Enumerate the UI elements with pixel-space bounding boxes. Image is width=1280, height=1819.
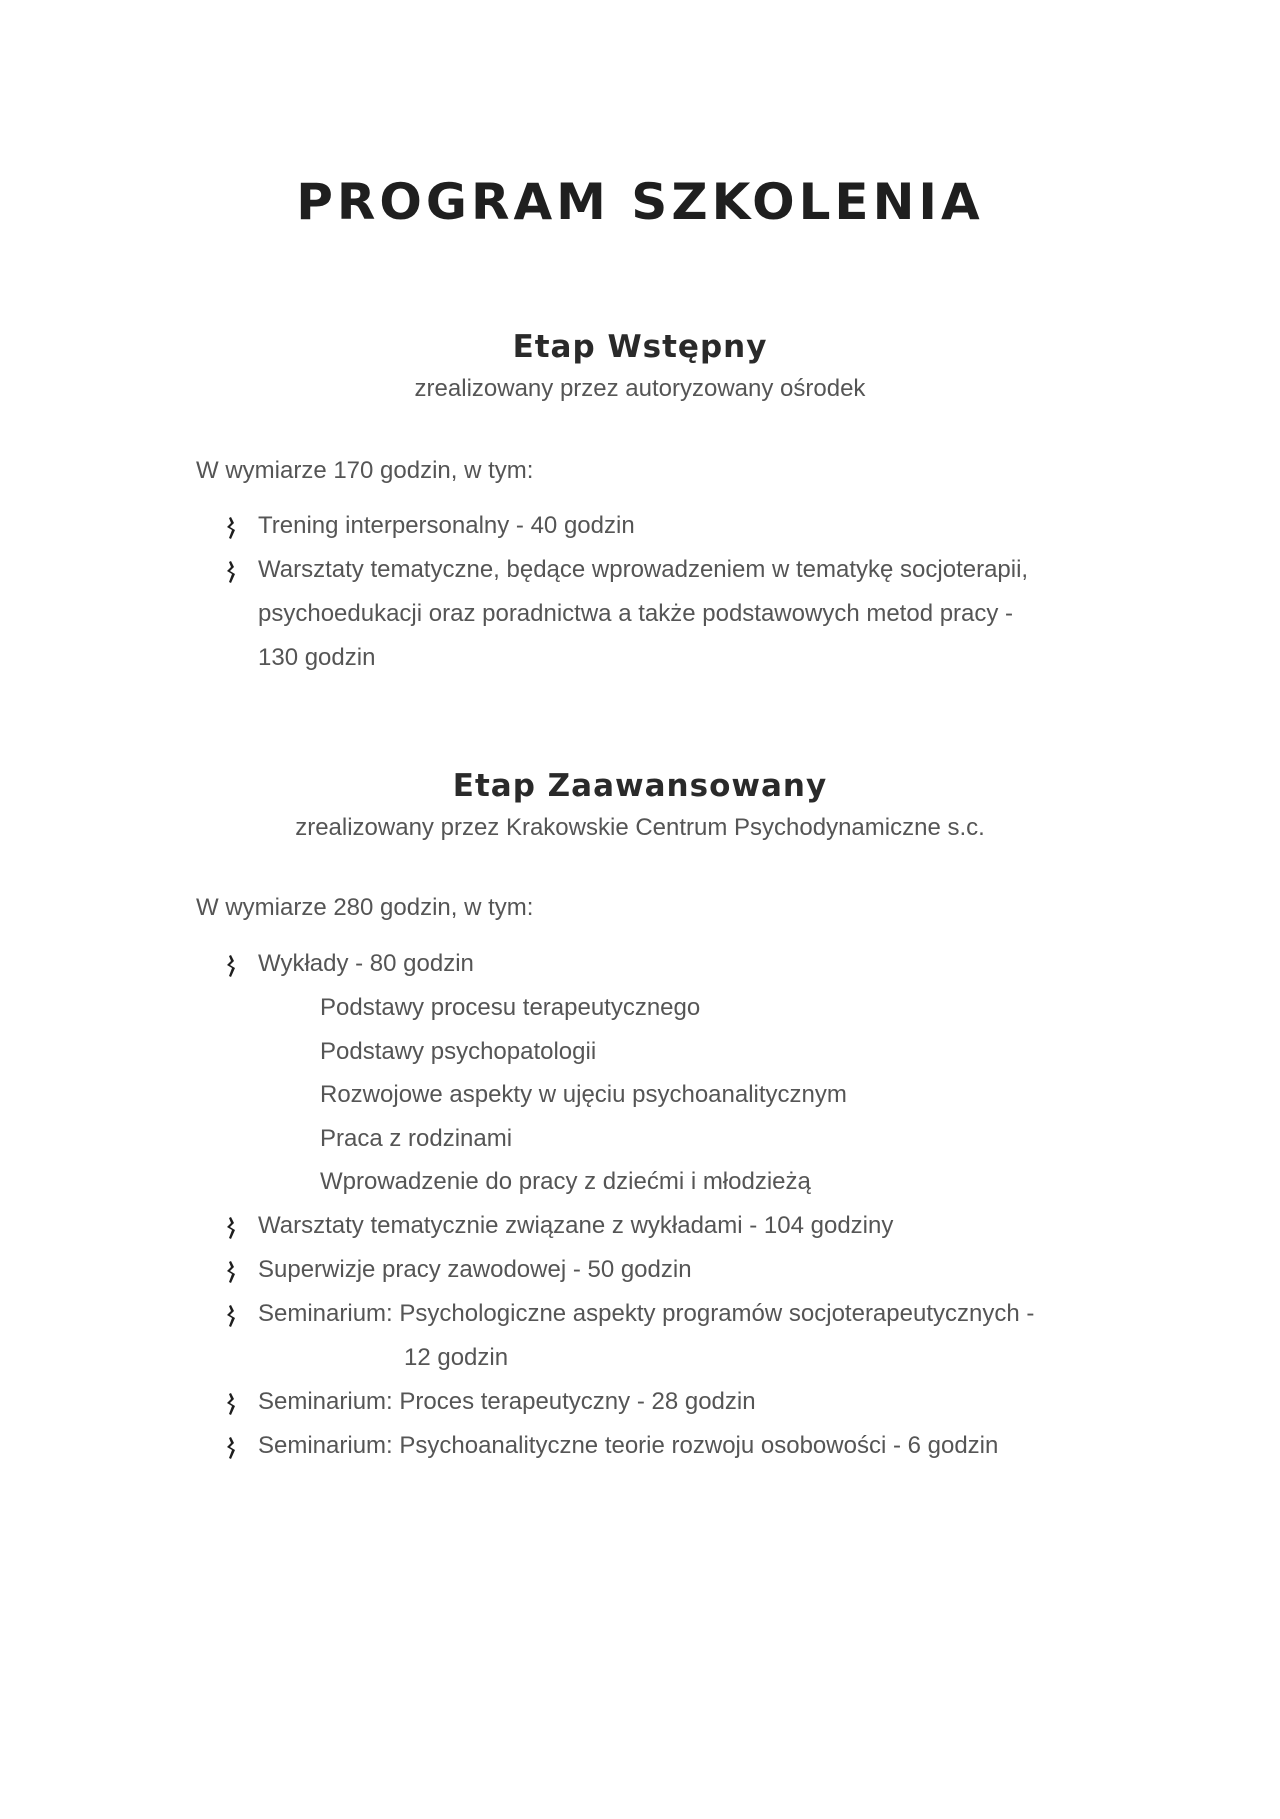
list-item bbox=[224, 548, 1104, 680]
lecture-topic: Praca z rodzinami bbox=[320, 1124, 513, 1152]
stage1-title: Etap Wstępny bbox=[512, 329, 768, 365]
lecture-topic: Podstawy procesu terapeutycznego bbox=[320, 994, 701, 1021]
lecture-topic: Podstawy psychopatologii bbox=[320, 1037, 597, 1065]
list-item-text: 130 godzin bbox=[258, 644, 376, 671]
stage2-list bbox=[224, 942, 1104, 1468]
list-item bbox=[224, 1380, 1104, 1424]
bullet-icon bbox=[224, 1292, 244, 1336]
bullet-icon bbox=[224, 1424, 244, 1468]
bullet-icon bbox=[224, 1204, 244, 1248]
lecture-topic: Wprowadzenie do pracy z dziećmi i młodzieżą bbox=[320, 1168, 811, 1195]
lecture-topic: Rozwojowe aspekty w ujęciu psychoanalitycznym bbox=[320, 1081, 847, 1108]
bullet-icon bbox=[224, 1380, 244, 1424]
list-item-text: Trening interpersonalny - 40 godzin bbox=[258, 512, 635, 539]
page-title: PROGRAM SZKOLENIA bbox=[296, 173, 984, 231]
list-item-text: Superwizje pracy zawodowej - 50 godzin bbox=[258, 1255, 692, 1283]
list-item bbox=[224, 1292, 1104, 1380]
list-item bbox=[224, 1424, 1104, 1468]
stage1-subtitle: zrealizowany przez autoryzowany ośrodek bbox=[414, 375, 866, 402]
list-item-text: psychoedukacji oraz poradnictwa a także podstawowych metod pracy - bbox=[258, 600, 1014, 627]
list-item-text: Seminarium: Psychoanalityczne teorie rozwoju osobowości - 6 godzin bbox=[258, 1431, 999, 1459]
list-item-text: Warsztaty tematyczne, będące wprowadzeniem w tematykę socjoterapii, bbox=[258, 556, 1029, 583]
stage1-intro: W wymiarze 170 godzin, w tym: bbox=[196, 457, 534, 484]
bullet-icon bbox=[224, 942, 244, 986]
list-item-continuation: 12 godzin bbox=[404, 1343, 509, 1371]
stage1-list bbox=[224, 504, 1104, 680]
stage2-subtitle: zrealizowany przez Krakowskie Centrum Psychodynamiczne s.c. bbox=[295, 814, 985, 841]
list-item bbox=[224, 504, 1104, 548]
stage2-title: Etap Zaawansowany bbox=[452, 768, 828, 804]
list-item-text: Warsztaty tematycznie związane z wykładami - 104 godziny bbox=[258, 1211, 894, 1239]
bullet-icon bbox=[224, 548, 244, 592]
list-item bbox=[224, 1204, 1104, 1248]
list-item-text: Seminarium: Psychologiczne aspekty programów socjoterapeutycznych - bbox=[258, 1299, 1035, 1327]
stage2-intro: W wymiarze 280 godzin, w tym: bbox=[196, 894, 534, 921]
list-item-text: Seminarium: Proces terapeutyczny - 28 godzin bbox=[258, 1387, 756, 1415]
list-item bbox=[224, 1248, 1104, 1292]
bullet-icon bbox=[224, 504, 244, 548]
list-item-text: Wykłady - 80 godzin bbox=[258, 950, 474, 977]
bullet-icon bbox=[224, 1248, 244, 1292]
lecture-topics bbox=[258, 986, 1104, 1204]
list-item bbox=[224, 942, 1104, 1204]
